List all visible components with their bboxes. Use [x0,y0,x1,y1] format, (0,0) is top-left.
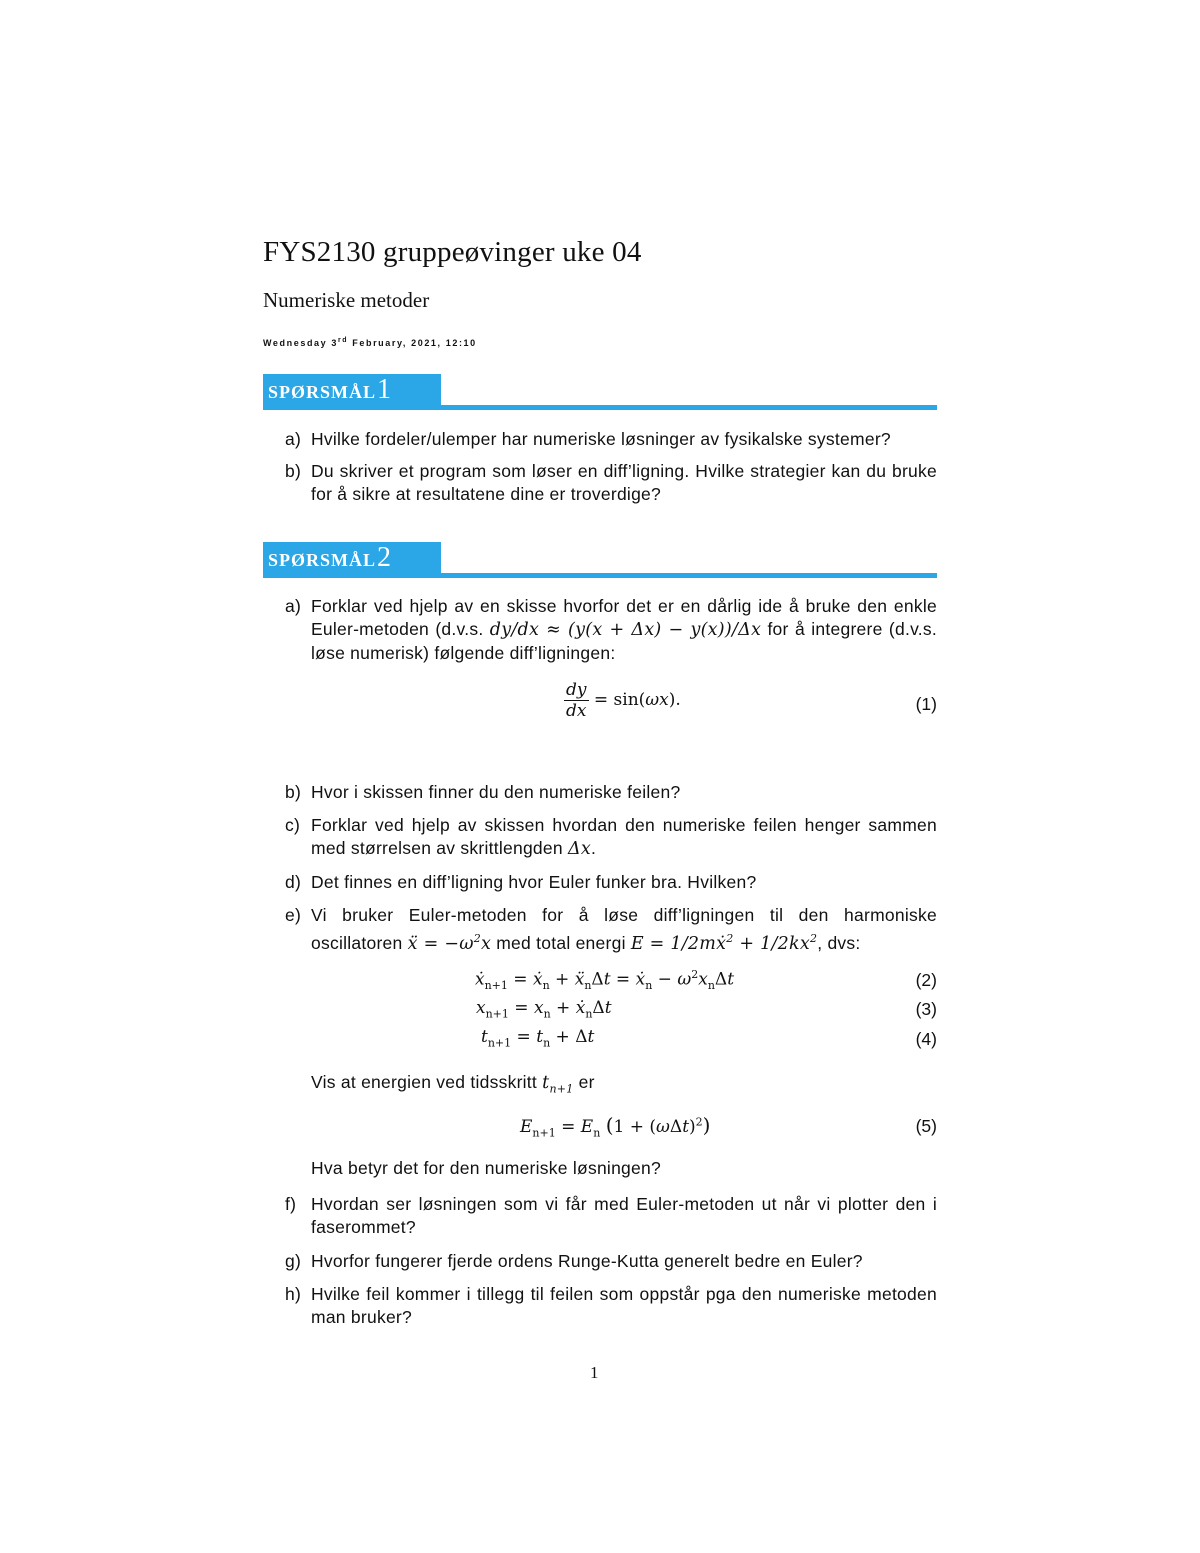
page-number: 1 [590,1363,599,1382]
energy-statement [311,1071,937,1101]
section-2-header [263,542,937,578]
question-label: e) [285,905,302,925]
question-label: b) [285,782,302,802]
question-text-part: Forklar ved hjelp av en skisse hvorfor det er en dårlig ide å bruke den enkle Euler-metoden (d.v.s. [311,596,937,639]
question-text [311,814,937,861]
section-1-label-box [263,374,441,405]
question-label: f) [285,1194,297,1214]
date-ordinal: rd [337,337,349,344]
equation-5: $E_{n+1} = E_n$ $(1 + (\omega\Delta t)^2)$ [520,1113,711,1140]
question-label: d) [285,872,302,892]
section-2-word: SPØRSMÅL [268,550,377,570]
section-1-header [263,374,937,410]
energy-question: Hva betyr det for den numeriske løsningen? [311,1158,661,1178]
question-label: a) [285,429,302,449]
statement-text-part: er [573,1072,595,1092]
question-2a [285,595,937,665]
question-label: h) [285,1284,302,1304]
question-2b [285,781,937,804]
question-label: g) [285,1251,302,1271]
question-text-part: Forklar ved hjelp av skissen hvordan den numeriske feilen henger sammen med størrelsen av skrittlengden [311,815,937,858]
question-1b [285,460,937,506]
question-text-part: med total energi [491,932,631,953]
question-text: Du skriver et program som løser en diff’ligning. Hvilke strategier kan du bruke for å sikre at resultatene dine er troverdige? [311,461,937,504]
statement-text-part: Vis at energien ved tidsskritt [311,1072,543,1092]
question-1a [285,428,937,451]
question-label: b) [285,461,302,481]
equation-1-number: (1) [915,694,937,714]
equation-3: $x_{n+1} = x_n$ + ẋ$_n$Δt [476,998,612,1021]
equation-5-number: (5) [915,1116,937,1136]
time-step-symbol: $t_{n+1}$ [542,1073,574,1096]
section-1-word: SPØRSMÅL [268,382,377,402]
question-text: Det finnes en diff’ligning hvor Euler funker bra. Hvilken? [311,872,757,892]
equation-4: $t_{n+1} = t_n + \Delta t$ [481,1027,595,1050]
date-suffix: February, 2021, 12:10 [348,338,477,348]
section-1-number: 1 [377,374,392,405]
question-2g [285,1250,937,1273]
document-subtitle: Numeriske metoder [263,288,430,312]
question-text: Hvor i skissen finner du den numeriske feilen? [311,782,681,802]
equation-4-number: (4) [915,1029,937,1049]
question-text-part: . [591,838,597,858]
question-text [311,904,937,956]
step-size-symbol: Δx [568,839,592,859]
equation-2: ẋ$_{n+1}$ = ẋ$_n$ + ẍ$_n$Δt = ẋ$_n$ − $\omega^2x_n\Delta t$ [475,968,735,993]
question-text-part: for å integrere (d.v.s. løse numerisk) følgende diff’ligningen: [311,619,937,663]
question-text-part: , dvs: [817,932,861,953]
section-2-rule [263,573,937,578]
question-text [311,595,937,665]
question-2h [285,1283,937,1329]
energy-expression: E = 1/2mẋ$^2$ + $1/2kx^2$ [630,932,818,954]
question-2c [285,814,937,861]
question-text: Hvordan ser løsningen som vi får med Euler-metoden ut når vi plotter den i faserommet? [311,1194,937,1237]
question-label: c) [285,815,301,835]
question-2e [285,904,937,956]
section-2-label-box [263,542,441,573]
question-2f [285,1193,937,1239]
question-text-part: Vi bruker Euler-metoden for å løse diff’ligningen til den harmoniske oscillatoren [311,905,937,953]
document-title: FYS2130 gruppeøvinger uke 04 [263,236,642,268]
euler-approximation: dy/dx ≈ (y(x + Δx) − y(x))/Δx [489,620,762,640]
question-text: Hvilke feil kommer i tillegg til feilen som oppstår pga den numeriske metoden man bruker? [311,1284,937,1327]
equation-3-number: (3) [915,999,937,1019]
date-prefix: Wednesday 3 [263,338,338,348]
equation-2-number: (2) [915,970,937,990]
equation-1: $\frac{dy}{dx}$ = sin(ωx). [566,680,681,721]
question-text: Hvorfor fungerer fjerde ordens Runge-Kutta generelt bedre en Euler? [311,1251,863,1271]
question-label: a) [285,596,302,616]
section-1-rule [263,405,937,410]
question-2d [285,871,937,894]
section-2-number: 2 [377,542,392,573]
question-text: Hvilke fordeler/ulemper har numeriske løsninger av fysikalske systemer? [311,429,891,449]
oscillator-equation: ẍ = $-\omega^2x$ [407,932,492,954]
document-date [263,337,477,348]
